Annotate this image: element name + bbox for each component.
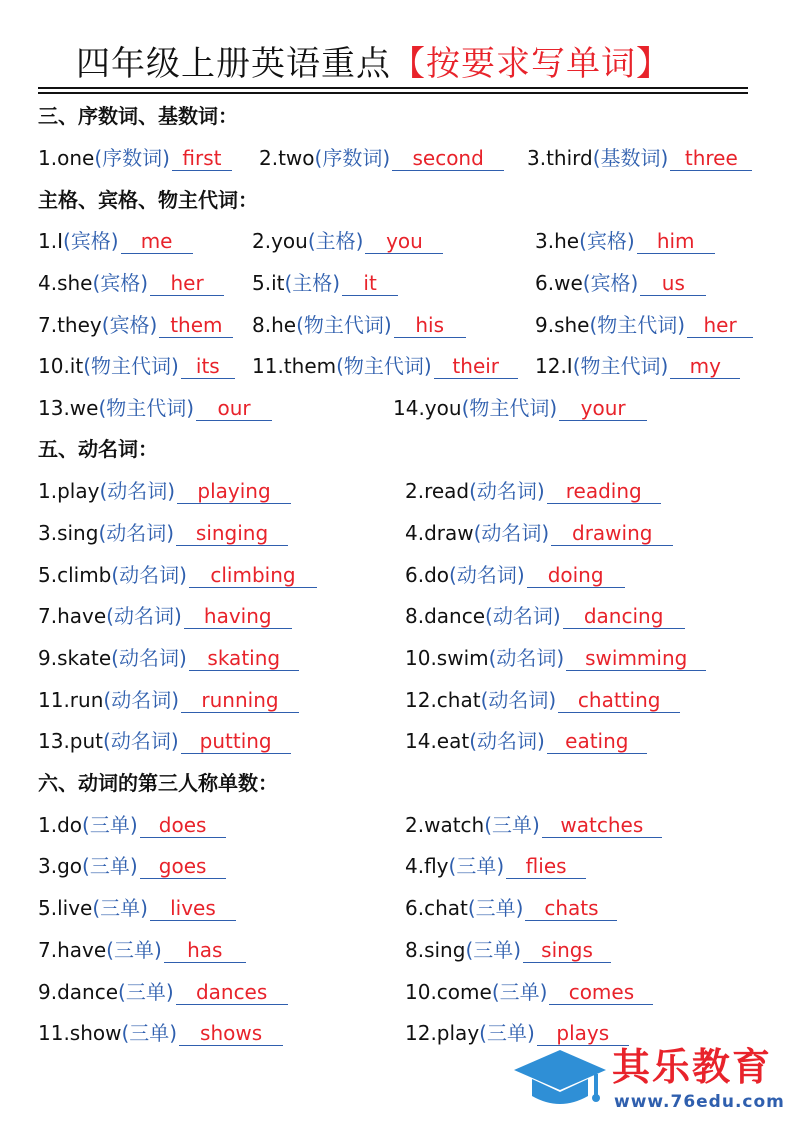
item-hint: (动名词) — [111, 563, 187, 587]
item-hint: (动名词) — [111, 646, 187, 670]
exercise-item — [405, 811, 662, 839]
item-word: 4.she — [38, 271, 93, 295]
item-word: 8.dance — [405, 604, 486, 628]
item-hint: (基数词) — [592, 146, 669, 170]
item-hint: (动名词) — [488, 646, 565, 670]
answer-blank: us — [640, 271, 706, 296]
answer-blank: putting — [181, 729, 291, 754]
item-hint: (宾格) — [92, 271, 149, 295]
item-word: 6.chat — [405, 896, 468, 920]
exercise-item — [405, 519, 673, 547]
item-hint: (动名词) — [469, 729, 545, 753]
item-hint: (三单) — [491, 980, 548, 1004]
item-word: 14.you — [393, 396, 462, 420]
answer-blank: drawing — [551, 521, 673, 546]
item-word: 3.third — [527, 146, 593, 170]
answer-blank: goes — [140, 854, 226, 879]
item-word: 2.two — [259, 146, 315, 170]
answer-blank: his — [394, 313, 466, 338]
item-word: 2.watch — [405, 813, 485, 837]
exercise-item — [38, 978, 288, 1006]
item-hint: (动名词) — [473, 521, 550, 545]
title-rule — [38, 92, 748, 94]
item-hint: (物主代词) — [336, 354, 432, 378]
item-hint: (物主代词) — [296, 313, 392, 337]
item-word: 5.it — [252, 271, 285, 295]
answer-blank: your — [559, 396, 647, 421]
answer-blank: chatting — [558, 688, 680, 713]
exercise-item — [405, 561, 625, 589]
section-heading: 六、动词的第三人称单数： — [38, 771, 278, 795]
answer-blank: him — [637, 229, 715, 254]
answer-blank: doing — [527, 563, 625, 588]
item-hint: (动名词) — [103, 729, 179, 753]
item-hint: (序数词) — [314, 146, 391, 170]
item-word: 9.she — [535, 313, 590, 337]
brand-url: www.76edu.com — [614, 1092, 785, 1112]
item-hint: (三单) — [92, 896, 148, 920]
item-word: 11.show — [38, 1021, 122, 1045]
answer-blank: reading — [547, 479, 661, 504]
item-word: 10.it — [38, 354, 84, 378]
answer-blank: shows — [179, 1021, 283, 1046]
item-word: 13.we — [38, 396, 99, 420]
exercise-item — [38, 519, 288, 547]
exercise-item — [38, 352, 235, 380]
answer-blank: dances — [176, 980, 288, 1005]
item-hint: (主格) — [284, 271, 341, 295]
item-hint: (动名词) — [99, 479, 176, 503]
title-rule — [38, 87, 748, 89]
title-highlight: 【按要求写单词】 — [391, 44, 671, 84]
brand-logo — [512, 1042, 785, 1114]
item-word: 12.I — [535, 354, 573, 378]
item-word: 6.we — [535, 271, 583, 295]
item-word: 3.sing — [38, 521, 99, 545]
exercise-item — [405, 852, 586, 880]
answer-blank: me — [121, 229, 193, 254]
item-hint: (三单) — [106, 938, 162, 962]
item-word: 12.play — [405, 1021, 480, 1045]
exercise-item — [393, 394, 647, 422]
answer-blank: chats — [525, 896, 617, 921]
item-word: 13.put — [38, 729, 104, 753]
item-word: 3.he — [535, 229, 580, 253]
item-word: 10.come — [405, 980, 492, 1004]
exercise-item — [535, 227, 715, 255]
exercise-item — [405, 686, 680, 714]
item-hint: (三单) — [118, 980, 174, 1004]
item-word: 6.do — [405, 563, 450, 587]
item-hint: (动名词) — [103, 688, 179, 712]
item-hint: (物主代词) — [589, 313, 686, 337]
item-hint: (三单) — [484, 813, 540, 837]
item-hint: (三单) — [82, 854, 138, 878]
title-block — [38, 40, 748, 92]
item-hint: (动名词) — [98, 521, 175, 545]
exercise-item — [38, 602, 292, 630]
answer-blank: lives — [150, 896, 236, 921]
answer-blank: playing — [177, 479, 291, 504]
item-word: 1.play — [38, 479, 100, 503]
item-hint: (宾格) — [579, 229, 635, 253]
answer-blank: flies — [506, 854, 586, 879]
answer-blank: her — [687, 313, 753, 338]
exercise-item — [38, 227, 193, 255]
item-hint: (三单) — [121, 1021, 178, 1045]
answer-blank: does — [140, 813, 226, 838]
answer-blank: watches — [542, 813, 662, 838]
exercise-item — [252, 311, 466, 339]
answer-blank: it — [342, 271, 398, 296]
graduation-cap-icon — [512, 1046, 610, 1112]
item-word: 9.dance — [38, 980, 119, 1004]
answer-blank: our — [196, 396, 272, 421]
item-word: 5.live — [38, 896, 93, 920]
brand-name: 其乐教育 — [612, 1045, 773, 1089]
item-word: 1.do — [38, 813, 83, 837]
item-hint: (物主代词) — [461, 396, 558, 420]
answer-blank: has — [164, 938, 246, 963]
item-hint: (宾格) — [101, 313, 158, 337]
item-hint: (三单) — [448, 854, 505, 878]
item-hint: (物主代词) — [572, 354, 669, 378]
exercise-item — [38, 311, 233, 339]
answer-blank: their — [434, 354, 518, 379]
item-hint: (动名词) — [449, 563, 525, 587]
answer-blank: its — [181, 354, 235, 379]
answer-blank: second — [392, 146, 504, 171]
item-word: 4.fly — [405, 854, 449, 878]
exercise-item — [252, 352, 518, 380]
exercise-item — [405, 978, 653, 1006]
answer-blank: swimming — [566, 646, 706, 671]
exercise-item — [38, 894, 236, 922]
item-hint: (三单) — [479, 1021, 535, 1045]
item-word: 8.sing — [405, 938, 466, 962]
item-hint: (物主代词) — [83, 354, 179, 378]
item-word: 4.draw — [405, 521, 474, 545]
section-heading: 主格、宾格、物主代词： — [38, 188, 258, 212]
answer-blank: running — [181, 688, 299, 713]
answer-blank: first — [172, 146, 232, 171]
item-hint: (三单) — [465, 938, 522, 962]
item-word: 5.climb — [38, 563, 112, 587]
exercise-item — [38, 727, 291, 755]
item-hint: (主格) — [307, 229, 364, 253]
item-word: 7.have — [38, 604, 107, 628]
exercise-item — [38, 394, 272, 422]
exercise-item — [405, 727, 647, 755]
exercise-item — [259, 144, 504, 172]
item-word: 2.read — [405, 479, 470, 503]
section-heading: 五、动名词： — [38, 437, 158, 461]
answer-blank: skating — [189, 646, 299, 671]
answer-blank: dancing — [563, 604, 685, 629]
exercise-item — [405, 894, 617, 922]
item-hint: (动名词) — [106, 604, 182, 628]
item-hint: (三单) — [467, 896, 524, 920]
answer-blank: sings — [523, 938, 611, 963]
exercise-item — [38, 644, 299, 672]
item-hint: (宾格) — [582, 271, 639, 295]
exercise-item — [405, 644, 706, 672]
exercise-item — [38, 144, 232, 172]
answer-blank: them — [159, 313, 233, 338]
exercise-item — [38, 1019, 283, 1047]
item-hint: (物主代词) — [98, 396, 195, 420]
answer-blank: climbing — [189, 563, 317, 588]
item-word: 7.have — [38, 938, 107, 962]
item-hint: (动名词) — [480, 688, 557, 712]
exercise-item — [535, 352, 740, 380]
answer-blank: you — [365, 229, 443, 254]
item-word: 3.go — [38, 854, 83, 878]
exercise-item — [405, 936, 611, 964]
item-word: 2.you — [252, 229, 308, 253]
item-word: 12.chat — [405, 688, 481, 712]
item-word: 8.he — [252, 313, 297, 337]
exercise-item — [405, 602, 685, 630]
item-hint: (序数词) — [94, 146, 170, 170]
item-word: 11.them — [252, 354, 337, 378]
item-word: 7.they — [38, 313, 102, 337]
answer-blank: her — [150, 271, 224, 296]
item-word: 9.skate — [38, 646, 112, 670]
exercise-item — [38, 686, 299, 714]
exercise-item — [535, 269, 706, 297]
item-word: 10.swim — [405, 646, 489, 670]
exercise-item — [38, 811, 226, 839]
exercise-item — [527, 144, 752, 172]
exercise-item — [38, 561, 317, 589]
title-main: 四年级上册英语重点 — [76, 44, 391, 84]
exercise-item — [38, 936, 246, 964]
exercise-item — [405, 477, 661, 505]
exercise-item — [252, 269, 398, 297]
exercise-item — [535, 311, 753, 339]
exercise-item — [38, 477, 291, 505]
item-hint: (动名词) — [469, 479, 545, 503]
item-word: 1.one — [38, 146, 95, 170]
answer-blank: eating — [547, 729, 647, 754]
item-word: 1.I — [38, 229, 63, 253]
answer-blank: comes — [549, 980, 653, 1005]
section-heading: 三、序数词、基数词： — [38, 104, 238, 128]
exercise-item — [38, 852, 226, 880]
item-hint: (宾格) — [62, 229, 119, 253]
item-hint: (动名词) — [485, 604, 561, 628]
page-title — [76, 40, 671, 88]
item-word: 11.run — [38, 688, 104, 712]
answer-blank: plays — [537, 1021, 629, 1046]
exercise-item — [252, 227, 443, 255]
answer-blank: three — [670, 146, 752, 171]
exercise-item — [38, 269, 224, 297]
item-hint: (三单) — [82, 813, 138, 837]
item-word: 14.eat — [405, 729, 470, 753]
answer-blank: singing — [176, 521, 288, 546]
answer-blank: my — [670, 354, 740, 379]
answer-blank: having — [184, 604, 292, 629]
